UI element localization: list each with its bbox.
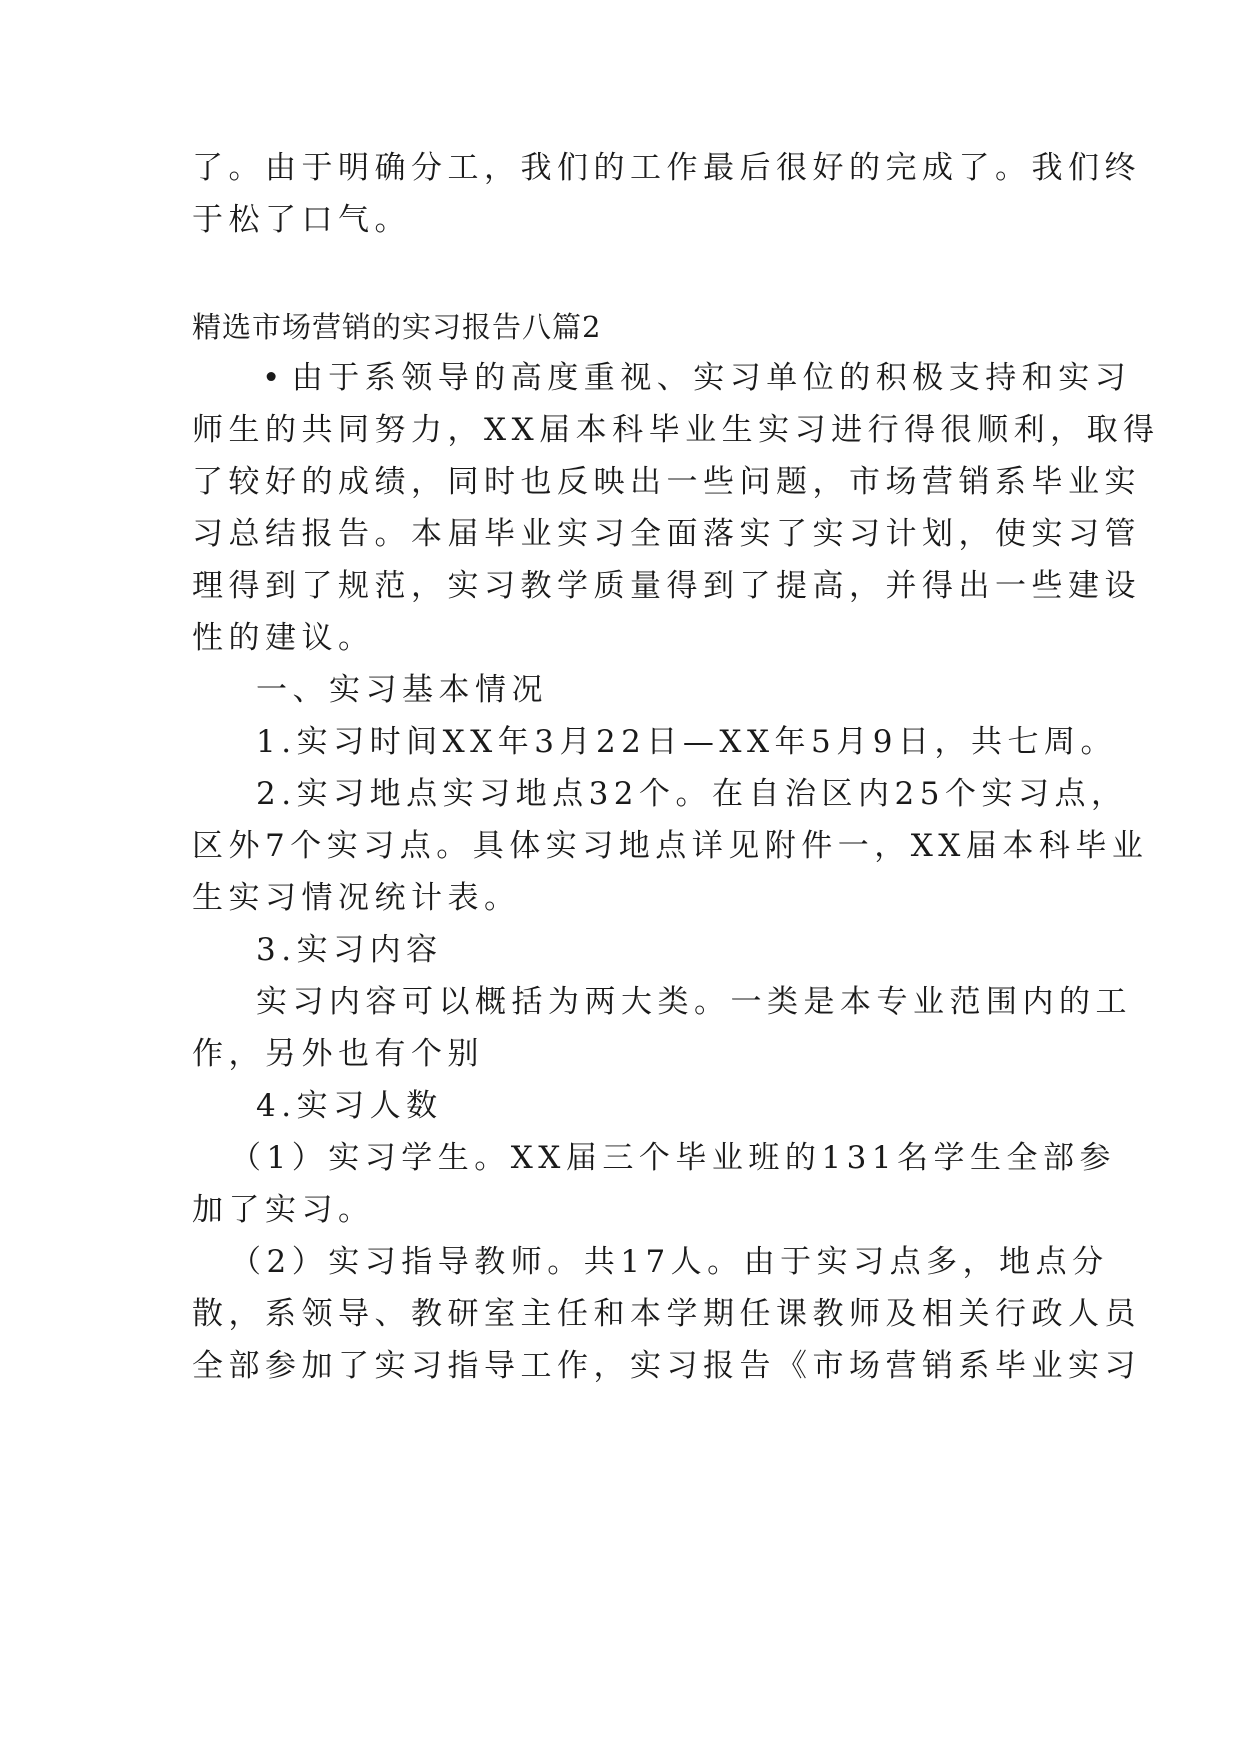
paragraph-line: 师生的共同努力，XX届本科毕业生实习进行得很顺利，取得 bbox=[192, 412, 1160, 448]
paragraph-line: 习总结报告。本届毕业实习全面落实了实习计划，使实习管 bbox=[192, 516, 1141, 552]
paragraph-line: 生实习情况统计表。 bbox=[192, 880, 521, 916]
item-teachers: （2）实习指导教师。共17人。由于实习点多，地点分 bbox=[230, 1244, 1109, 1280]
paragraph-line: 全部参加了实习指导工作，实习报告《市场营销系毕业实习 bbox=[192, 1348, 1141, 1384]
paragraph-line: 理得到了规范，实习教学质量得到了提高，并得出一些建设 bbox=[192, 568, 1141, 604]
item-headcount-title: 4.实习人数 bbox=[256, 1088, 443, 1124]
paragraph-line: 于松了口气。 bbox=[192, 202, 411, 238]
paragraph-line: 区外7个实习点。具体实习地点详见附件一，XX届本科毕业 bbox=[192, 828, 1149, 864]
paragraph-line: 作，另外也有个别 bbox=[192, 1036, 484, 1072]
paragraph-line: 加了实习。 bbox=[192, 1192, 375, 1228]
paragraph-line: 了较好的成绩，同时也反映出一些问题，市场营销系毕业实 bbox=[192, 464, 1141, 500]
item-time: 1.实习时间XX年3月22日—XX年5月9日，共七周。 bbox=[256, 724, 1117, 760]
item-students: （1）实习学生。XX届三个毕业班的131名学生全部参 bbox=[230, 1140, 1117, 1176]
paragraph-line: 了。由于明确分工，我们的工作最后很好的完成了。我们终 bbox=[192, 150, 1141, 186]
intro-first-line bbox=[262, 358, 1131, 398]
item-content-title: 3.实习内容 bbox=[256, 932, 443, 968]
heading-basic-info: 一、实习基本情况 bbox=[256, 672, 548, 708]
item-location: 2.实习地点实习地点32个。在自治区内25个实习点， bbox=[256, 776, 1128, 812]
paragraph-line: 由于系领导的高度重视、实习单位的积极支持和实习 bbox=[291, 360, 1132, 396]
paragraph-line: 散，系领导、教研室主任和本学期任课教师及相关行政人员 bbox=[192, 1296, 1141, 1332]
paragraph-line: 性的建议。 bbox=[192, 620, 375, 656]
section-title: 精选市场营销的实习报告八篇2 bbox=[192, 310, 602, 344]
paragraph-line: 实习内容可以概括为两大类。一类是本专业范围内的工 bbox=[256, 984, 1132, 1020]
bullet-icon: • bbox=[262, 360, 286, 396]
